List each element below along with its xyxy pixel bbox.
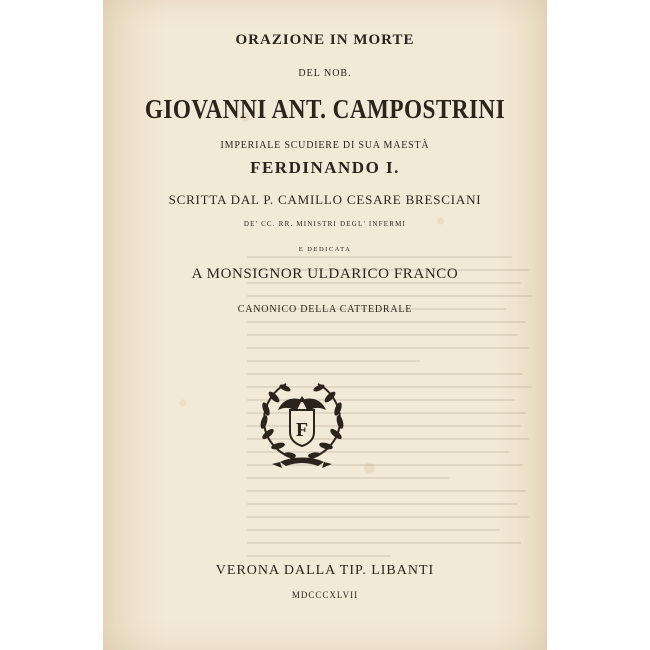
subject-office: IMPERIALE SCUDIERE DI SUA MAESTÀ: [220, 140, 430, 151]
author-line: SCRITTA DAL P. CAMILLO CESARE BRESCIANI: [168, 192, 482, 207]
svg-text:F: F: [295, 419, 309, 441]
religious-order: DE' CC. RR. MINISTRI DEGL' INFERMI: [243, 220, 407, 228]
work-title: ORAZIONE IN MORTE: [235, 32, 415, 48]
laurel-wreath-eagle-icon: [252, 376, 352, 472]
dedication-intro: E DEDICATA: [298, 246, 352, 253]
printer-imprint: VERONA DALLA TIP. LIBANTI: [215, 563, 435, 578]
dedicatee-name: A MONSIGNOR ULDARICO FRANCO: [191, 266, 459, 282]
dedicatee-title: CANONICO DELLA CATTEDRALE: [237, 304, 413, 315]
honorific-line: DEL NOB.: [298, 68, 352, 79]
sovereign-name: FERDINANDO I.: [250, 158, 400, 177]
publication-year: MDCCCXLVII: [291, 590, 359, 600]
subject-name: GIOVANNI ANT. CAMPOSTRINI: [144, 94, 506, 124]
